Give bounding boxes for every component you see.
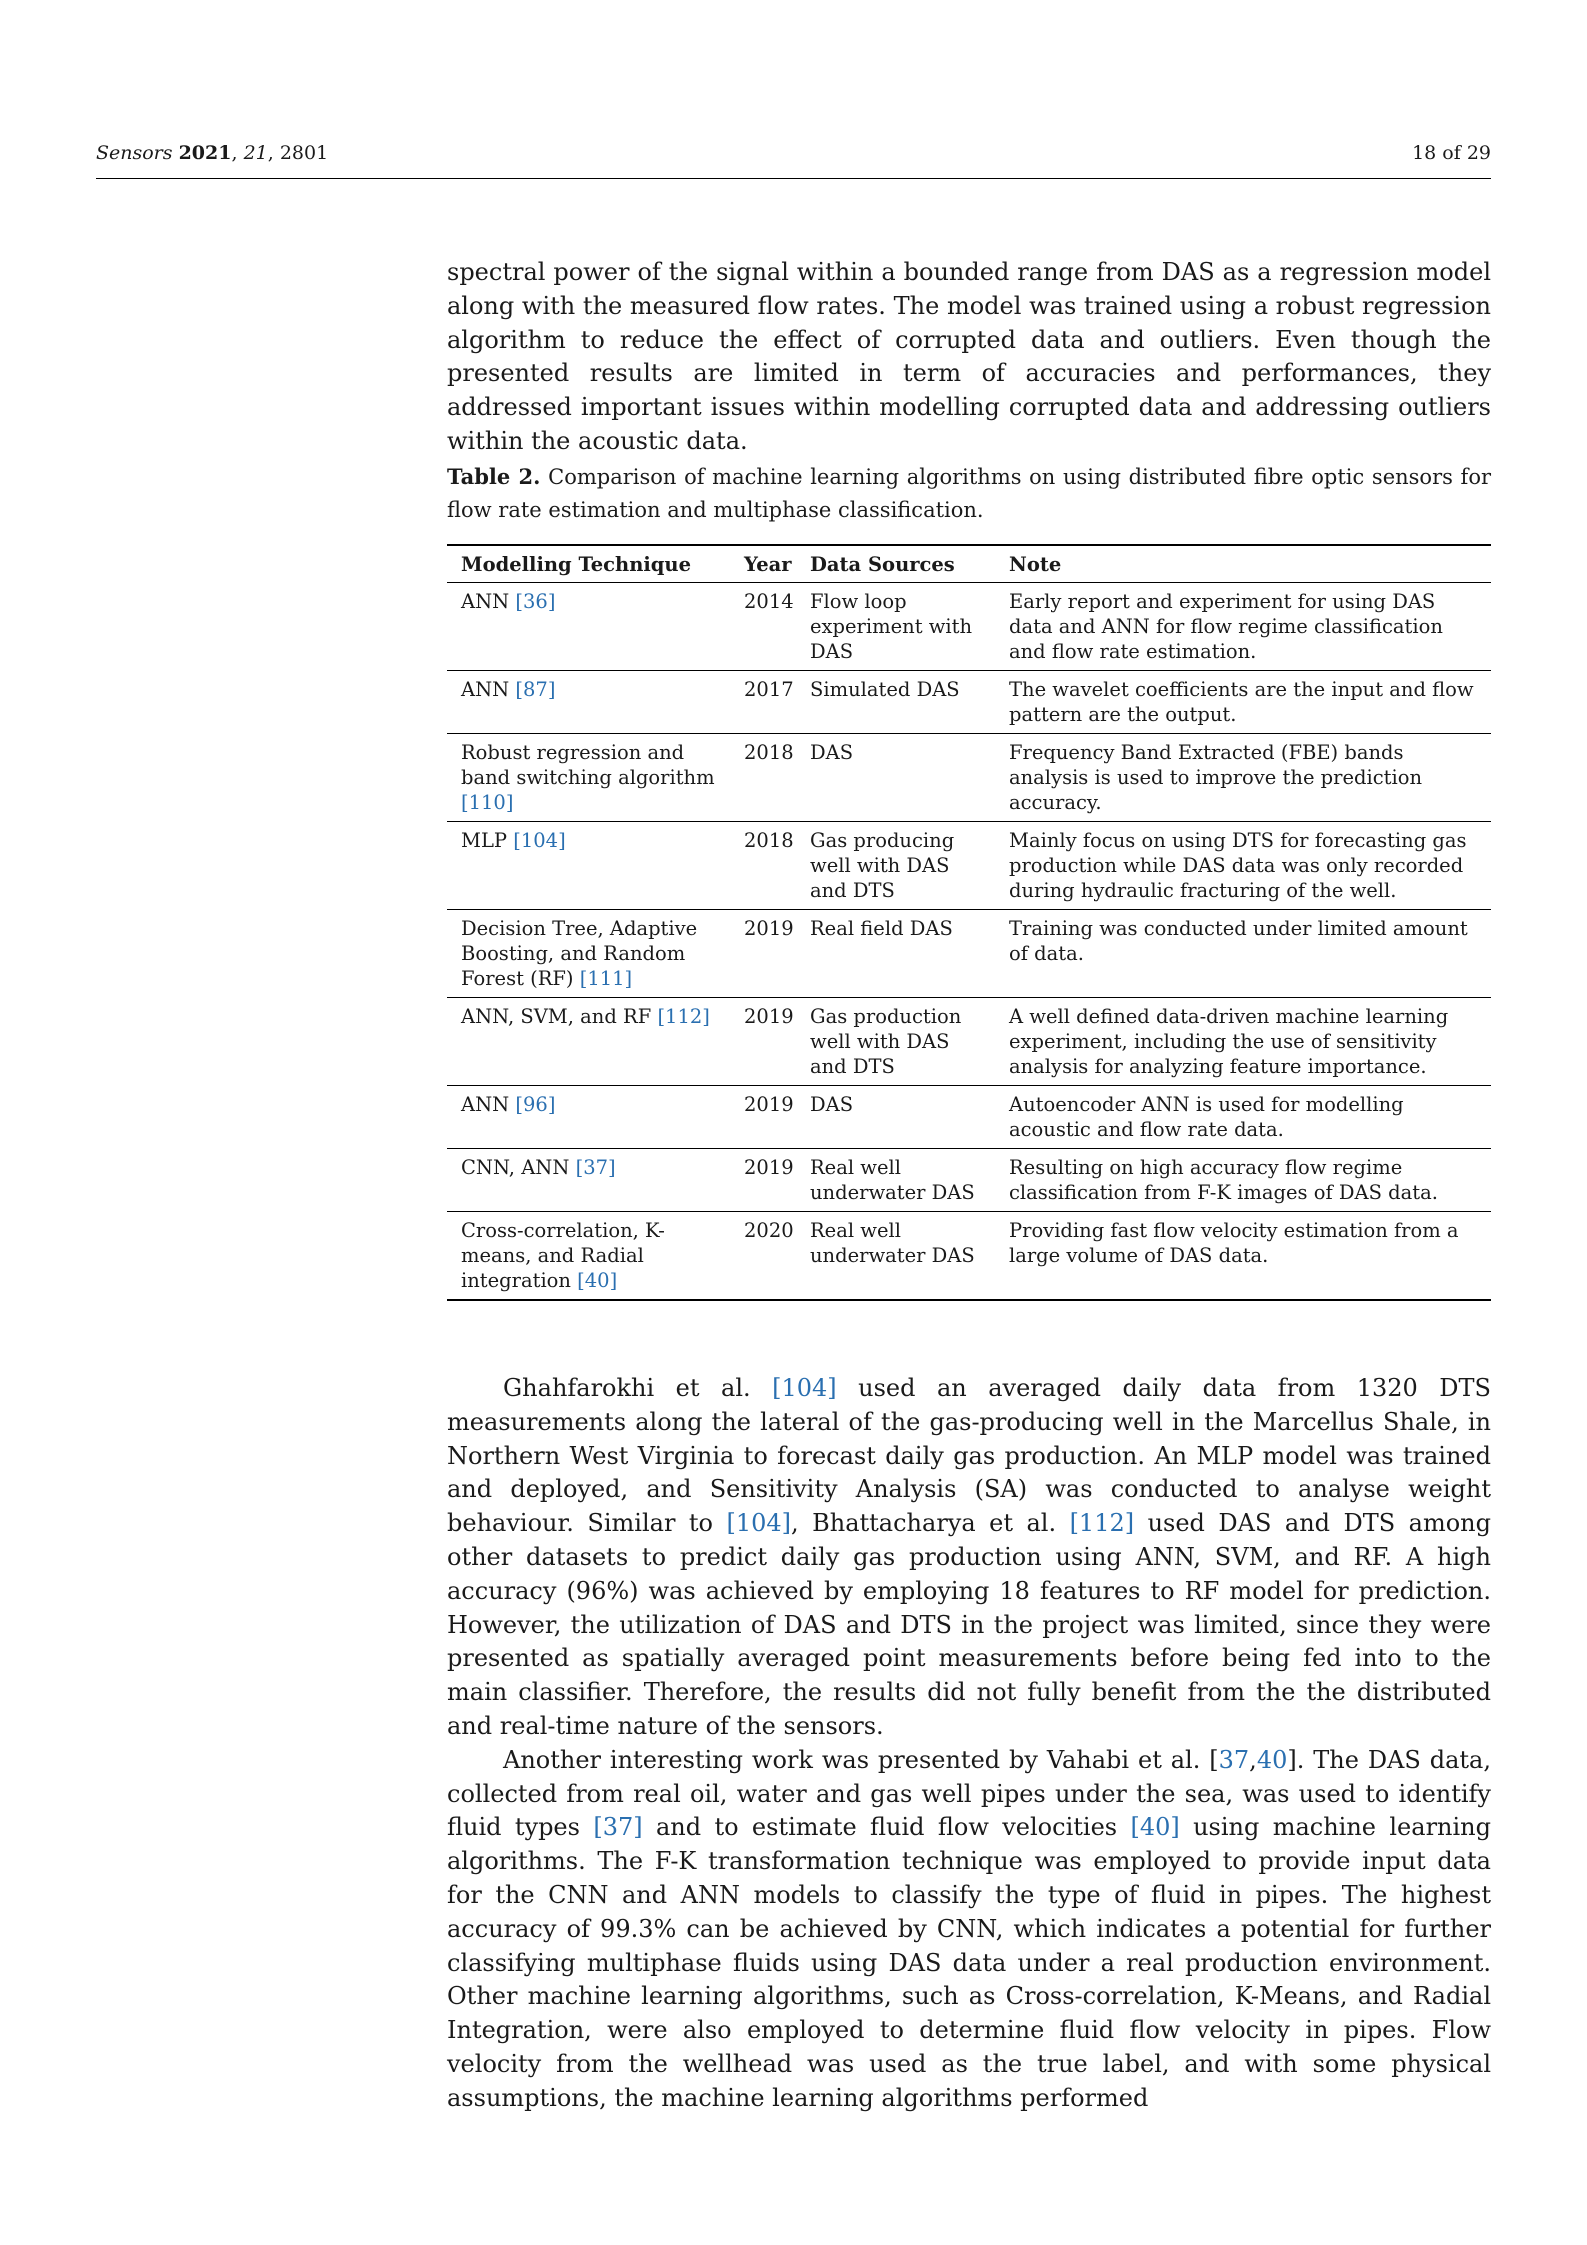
citation-link[interactable]: [37] (593, 1813, 643, 1842)
cell-source: Gas producing well with DAS and DTS (804, 822, 995, 910)
comparison-table (447, 544, 1491, 1301)
paragraph-text: , (1249, 1745, 1257, 1774)
cell-note: Autoencoder ANN is used for modelling acoustic and flow rate data. (995, 1086, 1491, 1149)
intro-paragraph: spectral power of the signal within a bounded range from DAS as a regression model along with the measured flow rates. The model was trained using a robust regression algorithm to reduce the effect of corrupted data and outliers. Even though the presented results are limited in term of accuracies and performances, they addressed important issues within modelling corrupted data and addressing outliers within the acoustic data. (447, 258, 1491, 455)
header-sources: Data Sources (804, 545, 995, 583)
cell-technique: ANN, SVM, and RF [112] (447, 998, 738, 1086)
cell-note: Training was conducted under limited amount of data. (995, 910, 1491, 998)
page-number: 18 of 29 (1412, 142, 1491, 164)
cell-source: Gas production well with DAS and DTS (804, 998, 995, 1086)
citation-link[interactable]: [36] (515, 590, 556, 613)
cell-source: Real well underwater DAS (804, 1212, 995, 1301)
cell-year: 2018 (738, 734, 804, 822)
cell-year: 2014 (738, 583, 804, 671)
body-paragraph-1 (447, 1372, 1491, 1744)
paragraph-text: used an averaged daily data from 1320 DTS measurements along the lateral of the gas-producing well in the Marcellus Shale, in Northern West Virginia to forecast daily gas production. An MLP model was trained and deployed, and Sensitivity Analysis (SA) was conducted to analyse weight behaviour. Similar to (447, 1374, 1491, 1538)
body-paragraphs (447, 1372, 1491, 2116)
journal-name: Sensors (96, 142, 173, 164)
table-row (447, 734, 1491, 822)
cell-technique: ANN [87] (447, 671, 738, 734)
cell-technique: Decision Tree, Adaptive Boosting, and Random Forest (RF) [111] (447, 910, 738, 998)
citation-link[interactable]: [112] (657, 1005, 710, 1028)
cell-year: 2018 (738, 822, 804, 910)
paragraph-text: ]. The DAS data, collected from real oil, water and gas well pipes under the sea, was used to identify fluid types (447, 1745, 1491, 1842)
citation-link[interactable]: [40] (1130, 1813, 1180, 1842)
citation-link[interactable]: [87] (515, 678, 556, 701)
citation-link[interactable]: [96] (515, 1093, 556, 1116)
citation-link[interactable]: [104] (513, 829, 566, 852)
paragraph-text: Ghahfarokhi et al. (503, 1374, 773, 1402)
cell-technique: Cross-correlation, K-means, and Radial integration [40] (447, 1212, 738, 1301)
paragraph-text: Another interesting work was presented by Vahabi et al. [ (503, 1745, 1219, 1774)
paragraph-text: , Bhattacharya et al. (791, 1509, 1070, 1538)
header-note: Note (995, 545, 1491, 583)
cell-technique: MLP [104] (447, 822, 738, 910)
article-number: 2801 (279, 142, 329, 164)
header-technique: Modelling Technique (447, 545, 738, 583)
journal-volume: 21 (243, 142, 268, 164)
citation-link[interactable]: [104] (772, 1374, 837, 1402)
cell-note: Frequency Band Extracted (FBE) bands analysis is used to improve the prediction accuracy. (995, 734, 1491, 822)
cell-technique: ANN [36] (447, 583, 738, 671)
table-row (447, 822, 1491, 910)
paragraph-text: and to estimate fluid flow velocities (642, 1813, 1131, 1842)
table-row (447, 1212, 1491, 1301)
table-row (447, 910, 1491, 998)
cell-year: 2019 (738, 1149, 804, 1212)
cell-source: Flow loop experiment with DAS (804, 583, 995, 671)
cell-year: 2019 (738, 998, 804, 1086)
table-row (447, 998, 1491, 1086)
page-header (96, 138, 1491, 179)
citation-link[interactable]: [104] (726, 1509, 792, 1538)
citation-link[interactable]: 37 (1218, 1745, 1250, 1774)
table-row (447, 1149, 1491, 1212)
cell-source: DAS (804, 1086, 995, 1149)
paragraph-text: used DAS and DTS among other datasets to predict daily gas production using ANN, SVM, and RF. A high accuracy (96%) was achieved by employing 18 features to RF model for prediction. However, the utilization of DAS and DTS in the project was limited, since they were presented as spatially averaged point measurements before being fed into to the main classifier. Therefore, the results did not fully benefit from the the distributed and real-time nature of the sensors. (447, 1509, 1491, 1740)
citation-link[interactable]: [111] (579, 967, 633, 990)
table-row (447, 1086, 1491, 1149)
cell-note: Early report and experiment for using DAS data and ANN for flow regime classification and flow rate estimation. (995, 583, 1491, 671)
table-caption (447, 460, 1491, 527)
cell-source: DAS (804, 734, 995, 822)
cell-note: A well defined data-driven machine learning experiment, including the use of sensitivity analysis for analyzing feature importance. (995, 998, 1491, 1086)
header-year: Year (738, 545, 804, 583)
cell-note: Mainly focus on using DTS for forecasting gas production while DAS data was only recorded during hydraulic fracturing of the well. (995, 822, 1491, 910)
table-caption-label: Table 2. (447, 464, 541, 489)
citation-link[interactable]: 40 (1256, 1745, 1288, 1774)
journal-year: 2021 (178, 142, 232, 164)
citation-link[interactable]: [40] (577, 1269, 618, 1292)
cell-source: Simulated DAS (804, 671, 995, 734)
table-header-row (447, 545, 1491, 583)
journal-citation: Sensors 2021, 21, 2801 (96, 142, 329, 164)
table-caption-text: Comparison of machine learning algorithms on using distributed fibre optic sensors for flow rate estimation and multiphase classification. (447, 465, 1492, 522)
table-row (447, 583, 1491, 671)
cell-year: 2019 (738, 910, 804, 998)
cell-year: 2019 (738, 1086, 804, 1149)
citation-link[interactable]: [37] (575, 1156, 616, 1179)
cell-note: Resulting on high accuracy flow regime classification from F-K images of DAS data. (995, 1149, 1491, 1212)
cell-year: 2017 (738, 671, 804, 734)
cell-note: The wavelet coefficients are the input and flow pattern are the output. (995, 671, 1491, 734)
paragraph-text: using machine learning algorithms. The F-K transformation technique was employed to provide input data for the CNN and ANN models to classify the type of fluid in pipes. The highest accuracy of 99.3% can be achieved by CNN, which indicates a potential for further classifying multiphase fluids using DAS data under a real production environment. Other machine learning algorithms, such as Cross-correlation, K-Means, and Radial Integration, were also employed to determine fluid flow velocity in pipes. Flow velocity from the wellhead was used as the true label, and with some physical assumptions, the machine learning algorithms performed (447, 1813, 1491, 2112)
cell-technique: Robust regression and band switching algorithm [110] (447, 734, 738, 822)
citation-link[interactable]: [110] (461, 791, 514, 814)
cell-year: 2020 (738, 1212, 804, 1301)
cell-source: Real well underwater DAS (804, 1149, 995, 1212)
citation-link[interactable]: [112] (1069, 1509, 1135, 1538)
cell-technique: CNN, ANN [37] (447, 1149, 738, 1212)
table-row (447, 671, 1491, 734)
body-paragraph-2 (447, 1744, 1491, 2116)
cell-source: Real field DAS (804, 910, 995, 998)
cell-technique: ANN [96] (447, 1086, 738, 1149)
cell-note: Providing fast flow velocity estimation from a large volume of DAS data. (995, 1212, 1491, 1301)
